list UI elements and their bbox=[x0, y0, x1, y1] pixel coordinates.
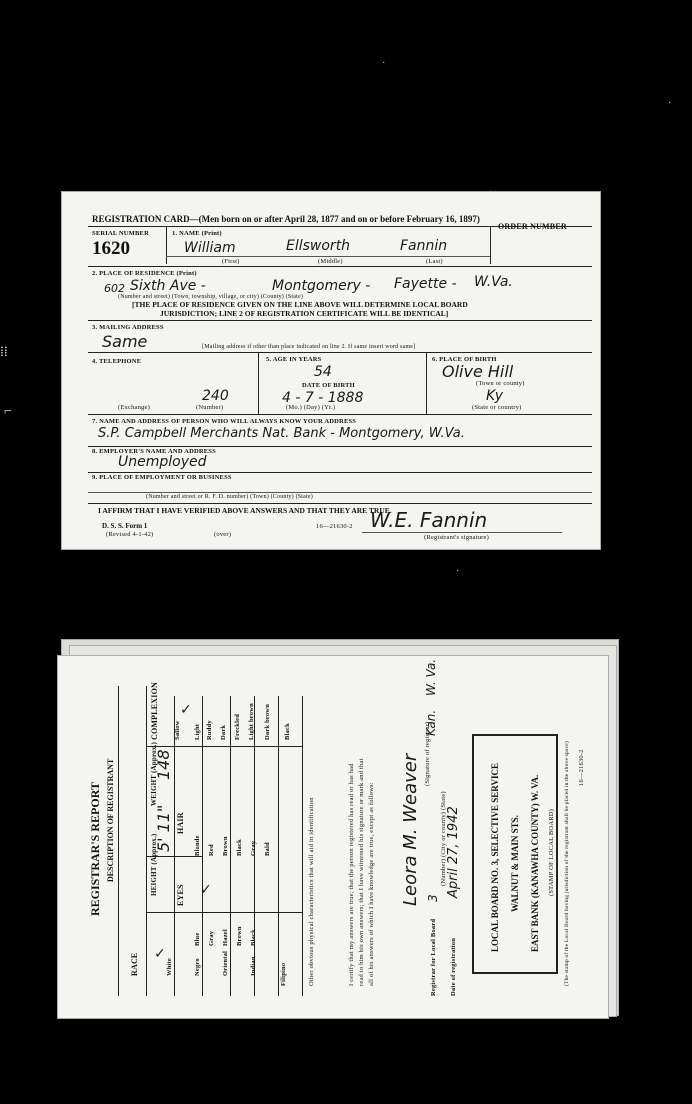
birthplace-label: 6. PLACE OF BIRTH bbox=[432, 356, 497, 363]
registrant-signature: W.E. Fannin bbox=[370, 508, 488, 532]
registrar-caption: (Signature of registrar) bbox=[424, 721, 431, 786]
hair-red: Red bbox=[208, 844, 215, 856]
name-label: 1. NAME (Print) bbox=[172, 230, 222, 237]
employer-label: 8. EMPLOYER'S NAME AND ADDRESS bbox=[92, 448, 216, 455]
description-label: DESCRIPTION OF REGISTRANT bbox=[106, 758, 115, 882]
complexion-dark: Dark bbox=[220, 724, 227, 740]
residence-street: Sixth Ave - bbox=[130, 278, 206, 294]
race-indian: Indian bbox=[250, 956, 257, 976]
hair-gray: Gray bbox=[250, 840, 257, 856]
first-caption: (First) bbox=[222, 258, 240, 265]
weight-label: WEIGHT (Approx.) bbox=[150, 741, 158, 806]
over-note: (over) bbox=[214, 531, 232, 538]
speck: · bbox=[668, 98, 672, 109]
age-label: 5. AGE IN YEARS bbox=[266, 356, 322, 363]
stamp-line-2: WALNUT & MAIN STS. bbox=[510, 815, 520, 912]
registrar-report-title: REGISTRAR'S REPORT bbox=[88, 782, 102, 916]
date-label: Date of registration bbox=[450, 937, 457, 996]
eyes-blue: Blue bbox=[194, 932, 201, 946]
stamp-line-1: LOCAL BOARD NO. 3, SELECTIVE SERVICE bbox=[490, 763, 500, 952]
hair-brown: Brown bbox=[222, 836, 229, 856]
birthplace-town-caption: (Town or county) bbox=[476, 380, 525, 387]
employer-value: Unemployed bbox=[118, 454, 207, 470]
back-print-code: 16—21630-2 bbox=[578, 749, 585, 786]
board-state: W. Va. bbox=[424, 658, 438, 696]
residence-label: 2. PLACE OF RESIDENCE (Print) bbox=[92, 270, 197, 277]
hair-blonde: Blonde bbox=[194, 835, 201, 856]
serial-number: 1620 bbox=[92, 238, 130, 259]
other-characteristics: Other obvious physical characteristics that will aid in identification bbox=[308, 797, 315, 986]
complexion-label: COMPLEXION bbox=[150, 682, 159, 740]
residence-captions: (Number and street) (Town, township, village, or city) (County) (State) bbox=[118, 294, 304, 300]
complexion-dark-brown: Dark brown bbox=[264, 703, 271, 740]
complexion-ruddy: Ruddy bbox=[206, 720, 213, 740]
certify-line-2: read to him his own answers; that I have witnessed his signature or mark and that bbox=[358, 758, 365, 986]
eyes-label: EYES bbox=[176, 884, 185, 906]
affirm-statement: I AFFIRM THAT I HAVE VERIFIED ABOVE ANSWERS AND THAT THEY ARE TRUE. bbox=[98, 506, 392, 515]
date-value: April 27, 1942 bbox=[446, 806, 461, 898]
birthplace-state-caption: (State or country) bbox=[472, 404, 522, 411]
residence-town: Montgomery - bbox=[272, 278, 371, 294]
middle-caption: (Middle) bbox=[318, 258, 343, 265]
complexion-black: Black bbox=[284, 723, 291, 740]
age-value: 54 bbox=[314, 364, 332, 380]
race-white: White bbox=[166, 958, 173, 976]
certify-line-1: I certify that my answers are true; that the person registered has read or has had bbox=[348, 763, 355, 986]
employment-place-label: 9. PLACE OF EMPLOYMENT OR BUSINESS bbox=[92, 474, 232, 481]
last-caption: (Last) bbox=[426, 258, 443, 265]
eyes-hazel: Hazel bbox=[222, 929, 229, 946]
number-caption: (Number) bbox=[196, 404, 224, 411]
signature-caption: (Registrant's signature) bbox=[424, 534, 489, 541]
card-title: REGISTRATION CARD—(Men born on or after April 28, 1877 and on or before February 16, 1897) bbox=[92, 214, 480, 224]
registrar-signature: Leora M. Weaver bbox=[400, 753, 421, 906]
telephone-exchange: 240 bbox=[202, 388, 229, 404]
height-value: 5' 11" bbox=[154, 804, 173, 852]
complexion-mark: ✓ bbox=[180, 702, 192, 718]
speck: ⌐ bbox=[4, 404, 12, 419]
complexion-freckled: Freckled bbox=[234, 713, 241, 740]
birthplace-state: Ky bbox=[486, 388, 504, 404]
residence-notice-2: JURISDICTION; LINE 2 OF REGISTRATION CERTIFICATE WILL BE IDENTICAL] bbox=[160, 309, 449, 318]
name-last: Fannin bbox=[400, 238, 448, 254]
mailing-label: 3. MAILING ADDRESS bbox=[92, 324, 164, 331]
residence-number: 602 bbox=[104, 282, 125, 295]
print-code: 16—21630-2 bbox=[316, 523, 353, 530]
board-county: Kan. bbox=[424, 709, 438, 736]
residence-county: Fayette - bbox=[394, 276, 457, 292]
residence-state: W.Va. bbox=[474, 274, 513, 290]
order-label: ORDER NUMBER bbox=[498, 222, 567, 231]
birthplace-town: Olive Hill bbox=[442, 362, 514, 381]
height-label: HEIGHT (Approx.) bbox=[150, 833, 158, 896]
registration-card-front bbox=[62, 192, 600, 549]
complexion-light: Light bbox=[194, 723, 201, 740]
mailing-caption: [Mailing address if other than place indicated on line 2. If same insert word same] bbox=[202, 344, 416, 350]
race-label: RACE bbox=[130, 952, 139, 976]
form-id: D. S. S. Form 1 bbox=[102, 522, 148, 530]
speck: · bbox=[382, 58, 386, 69]
contact-value: S.P. Campbell Merchants Nat. Bank - Montgomery, W.Va. bbox=[98, 426, 465, 441]
eyes-gray: Gray bbox=[208, 930, 215, 946]
hair-bald: Bald bbox=[264, 842, 271, 856]
speck: · bbox=[456, 566, 460, 577]
board-captions: (Number) (City or county) (State) bbox=[440, 791, 447, 886]
name-first: William bbox=[184, 240, 236, 256]
telephone-label: 4. TELEPHONE bbox=[92, 358, 142, 365]
weight-value: 148 bbox=[154, 749, 173, 780]
dob-captions: (Mo.) (Day) (Yr.) bbox=[286, 404, 336, 411]
exchange-caption: (Exchange) bbox=[118, 404, 150, 411]
dob-value: 4 - 7 - 1888 bbox=[282, 390, 364, 406]
race-white-mark: ✓ bbox=[154, 946, 166, 962]
registrar-for-label: Registrar for Local Board bbox=[430, 918, 437, 996]
race-negro: Negro bbox=[194, 958, 201, 976]
stamp-note: (The stamp of the Local Board having jurisdiction of the registrant shall be placed in the above space) bbox=[564, 741, 570, 986]
stamp-caption: (STAMP OF LOCAL BOARD) bbox=[548, 808, 555, 896]
hair-label: HAIR bbox=[176, 812, 185, 834]
dob-label: DATE OF BIRTH bbox=[302, 382, 355, 389]
complexion-light-brown: Light brown bbox=[248, 703, 255, 740]
residence-notice-1: [THE PLACE OF RESIDENCE GIVEN ON THE LINE ABOVE WILL DETERMINE LOCAL BOARD bbox=[132, 300, 468, 309]
form-revised: (Revised 4-1-42) bbox=[106, 531, 154, 538]
name-middle: Ellsworth bbox=[286, 238, 351, 254]
registration-card-back bbox=[58, 656, 608, 1018]
speck: ⁞⁞ bbox=[0, 345, 8, 360]
mailing-value: Same bbox=[102, 332, 148, 351]
complexion-sallow: Sallow bbox=[174, 720, 181, 740]
eyes-black: Black bbox=[250, 929, 257, 946]
eyes-brown: Brown bbox=[236, 926, 243, 946]
eyes-mark: ✓ bbox=[200, 882, 212, 898]
board-number: 3 bbox=[426, 894, 440, 902]
employment-captions: (Number and street or R. F. D. number) (Town) (County) (State) bbox=[146, 494, 313, 500]
stamp-line-3: EAST BANK (KANAWHA COUNTY) W. VA. bbox=[530, 774, 540, 952]
race-oriental: Oriental bbox=[222, 950, 229, 976]
hair-black: Black bbox=[236, 839, 243, 856]
certify-line-3: all of his answers of which I have knowledge are true, except as follows: bbox=[368, 782, 375, 986]
contact-label: 7. NAME AND ADDRESS OF PERSON WHO WILL ALWAYS KNOW YOUR ADDRESS bbox=[92, 418, 357, 425]
serial-label: SERIAL NUMBER bbox=[92, 230, 149, 237]
race-filipino: Filipino bbox=[280, 962, 287, 986]
